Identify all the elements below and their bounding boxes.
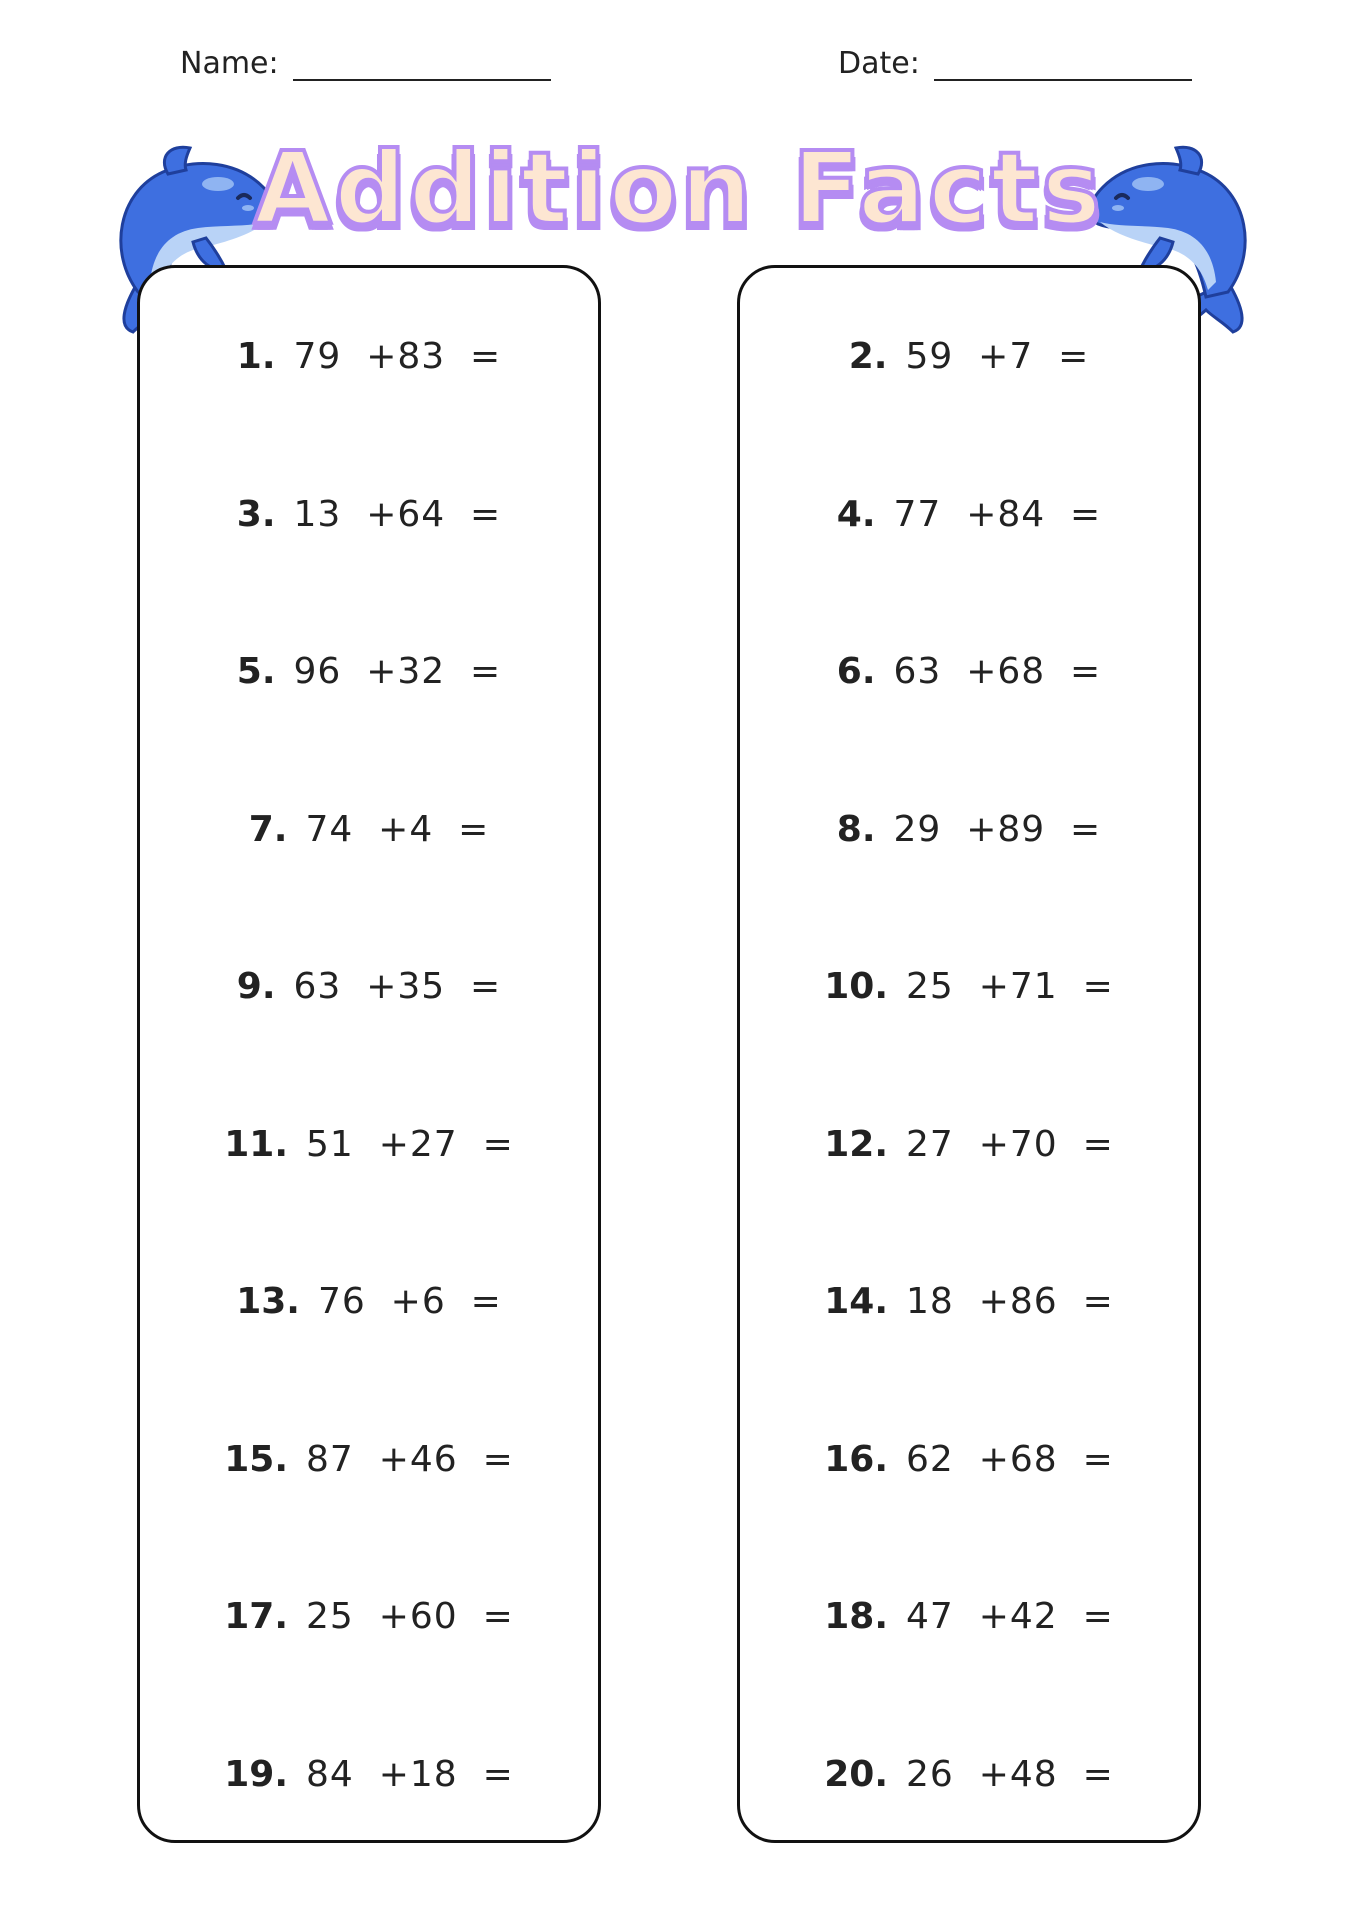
problem-number: 15. <box>224 1438 289 1480</box>
problem-item <box>740 1754 1198 1795</box>
name-line[interactable] <box>293 49 551 81</box>
problem-number: 20. <box>824 1753 889 1795</box>
problem-number: 7. <box>248 808 288 850</box>
problem-item <box>740 809 1198 850</box>
problem-expression: 25 +71 = <box>906 966 1114 1007</box>
problem-expression: 47 +42 = <box>906 1596 1114 1637</box>
problem-expression: 26 +48 = <box>906 1753 1114 1795</box>
problem-expression: 79 +83 = <box>293 336 502 377</box>
name-field[interactable] <box>180 46 551 81</box>
problem-item <box>740 1596 1198 1637</box>
problem-number: 11. <box>224 1123 289 1165</box>
problem-expression: 59 +7 = <box>905 336 1090 377</box>
date-field[interactable] <box>838 46 1192 81</box>
problem-item <box>740 336 1198 377</box>
problem-number: 17. <box>224 1596 289 1637</box>
problem-expression: 63 +35 = <box>293 966 502 1007</box>
problem-item <box>740 494 1198 535</box>
problem-number: 4. <box>836 493 876 535</box>
problem-expression: 51 +27 = <box>306 1123 514 1165</box>
problem-number: 13. <box>236 1281 300 1322</box>
problem-number: 6. <box>836 651 876 692</box>
problem-expression: 25 +60 = <box>306 1596 514 1637</box>
problem-expression: 29 +89 = <box>893 808 1102 850</box>
problem-item <box>140 809 598 850</box>
problem-item <box>740 1124 1198 1165</box>
problem-expression: 87 +46 = <box>306 1438 514 1480</box>
problem-item <box>140 1124 598 1165</box>
problem-item <box>740 1439 1198 1480</box>
problem-item <box>140 1439 598 1480</box>
problem-item <box>140 651 598 692</box>
problem-expression: 77 +84 = <box>893 493 1102 535</box>
problems-panel-right <box>737 265 1201 1843</box>
problem-number: 5. <box>236 651 276 692</box>
problem-item <box>140 336 598 377</box>
problem-item <box>740 966 1198 1007</box>
problem-item <box>740 651 1198 692</box>
problem-expression: 96 +32 = <box>293 651 502 692</box>
problem-expression: 76 +6 = <box>317 1281 502 1322</box>
problem-number: 2. <box>848 336 888 377</box>
problem-expression: 84 +18 = <box>306 1753 514 1795</box>
page-title: Addition Facts <box>253 130 1105 247</box>
problem-item <box>740 1281 1198 1322</box>
problem-number: 10. <box>824 966 889 1007</box>
problem-number: 12. <box>824 1123 889 1165</box>
problem-number: 8. <box>836 808 876 850</box>
problem-number: 19. <box>224 1753 289 1795</box>
problem-expression: 74 +4 = <box>305 808 490 850</box>
problem-item <box>140 1754 598 1795</box>
date-line[interactable] <box>934 49 1192 81</box>
problem-expression: 18 +86 = <box>906 1281 1114 1322</box>
problem-expression: 62 +68 = <box>906 1438 1114 1480</box>
name-label: Name: <box>180 46 279 81</box>
problem-item <box>140 1281 598 1322</box>
problem-expression: 13 +64 = <box>293 493 502 535</box>
problem-expression: 27 +70 = <box>906 1123 1114 1165</box>
problem-number: 1. <box>236 336 276 377</box>
problem-number: 16. <box>824 1438 889 1480</box>
problem-number: 9. <box>236 966 276 1007</box>
date-label: Date: <box>838 46 920 81</box>
problem-item <box>140 1596 598 1637</box>
problem-number: 3. <box>236 493 276 535</box>
problem-item <box>140 494 598 535</box>
problems-panel-left <box>137 265 601 1843</box>
problem-number: 18. <box>824 1596 889 1637</box>
problem-number: 14. <box>824 1281 889 1322</box>
problem-expression: 63 +68 = <box>893 651 1102 692</box>
problem-item <box>140 966 598 1007</box>
